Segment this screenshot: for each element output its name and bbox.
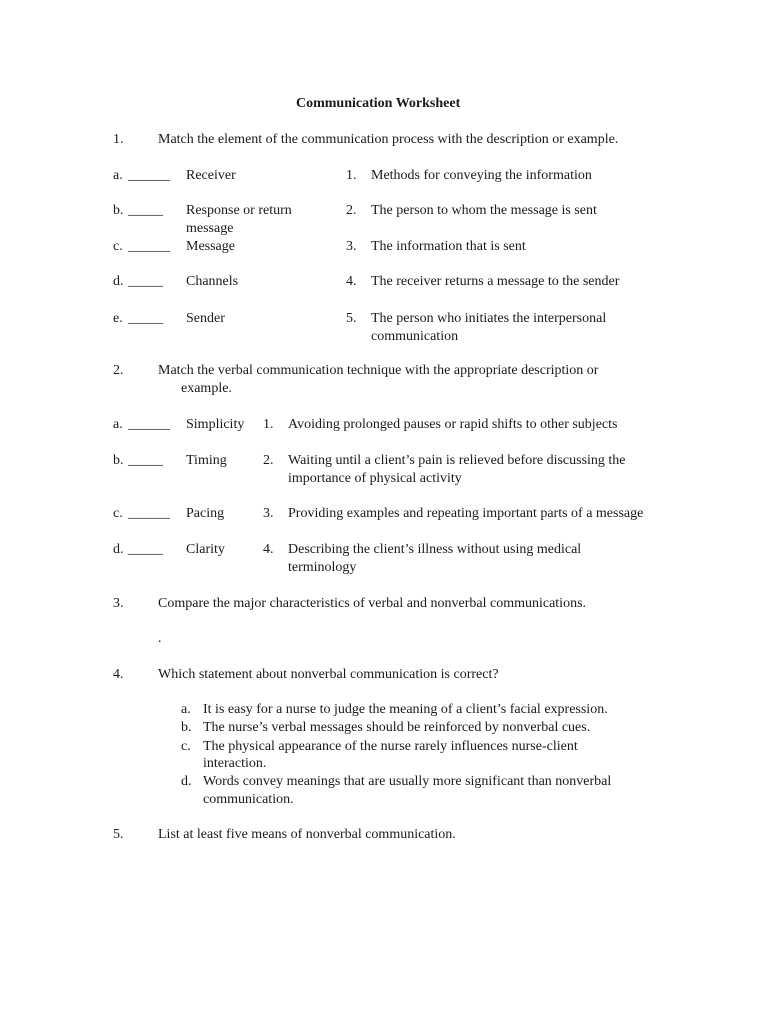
q2-desc-number-3: 3. (263, 506, 274, 521)
q2-desc-1: Avoiding prolonged pauses or rapid shifts to other subjects (288, 417, 618, 432)
q2-term-clarity: Clarity (186, 542, 225, 557)
q2-desc-number-4: 4. (263, 542, 274, 557)
q5-prompt: List at least five means of nonverbal communication. (158, 827, 456, 842)
q4-option-d: Words convey meanings that are usually more significant than nonverbal (203, 774, 612, 789)
q2-blank-c: ______ (128, 506, 170, 521)
q4-option-letter-b: b. (181, 720, 192, 735)
q2-letter-d: d. (113, 542, 124, 557)
q2-desc-2: Waiting until a client’s pain is relieved before discussing the (288, 453, 626, 468)
q2-desc-4-line2: terminology (288, 560, 357, 575)
q2-letter-c: c. (113, 506, 123, 521)
q1-term-receiver: Receiver (186, 168, 236, 183)
q2-letter-a: a. (113, 417, 123, 432)
q5-number: 5. (113, 827, 124, 842)
q1-desc-5: The person who initiates the interpersonal (371, 311, 607, 326)
q1-desc-number-3: 3. (346, 239, 357, 254)
q4-option-c-line2: interaction. (203, 756, 267, 771)
q1-desc-2: The person to whom the message is sent (371, 203, 597, 218)
q2-prompt-line2: example. (181, 381, 232, 396)
q3-number: 3. (113, 596, 124, 611)
q4-option-letter-d: d. (181, 774, 192, 789)
q4-option-letter-a: a. (181, 702, 191, 717)
q1-desc-3: The information that is sent (371, 239, 526, 254)
q2-desc-4: Describing the client’s illness without using medical (288, 542, 582, 557)
q1-term-sender: Sender (186, 311, 225, 326)
q3-stray-mark: . (158, 631, 162, 646)
q1-letter-d: d. (113, 274, 124, 289)
q2-prompt: Match the verbal communication technique with the appropriate description or (158, 363, 599, 378)
q1-desc-5-line2: communication (371, 329, 459, 344)
q1-blank-c: ______ (128, 239, 170, 254)
q2-desc-number-1: 1. (263, 417, 274, 432)
q1-letter-a: a. (113, 168, 123, 183)
q2-desc-2-line2: importance of physical activity (288, 471, 462, 486)
q4-option-letter-c: c. (181, 739, 191, 754)
q2-term-pacing: Pacing (186, 506, 225, 521)
q1-blank-e: _____ (128, 311, 163, 326)
q1-letter-e: e. (113, 311, 123, 326)
q4-option-a: It is easy for a nurse to judge the meaning of a client’s facial expression. (203, 702, 608, 717)
q1-term-channels: Channels (186, 274, 239, 289)
q2-number: 2. (113, 363, 124, 378)
q4-prompt: Which statement about nonverbal communication is correct? (158, 667, 499, 682)
q1-desc-1: Methods for conveying the information (371, 168, 592, 183)
q2-desc-number-2: 2. (263, 453, 274, 468)
q1-term-response-line2: message (186, 221, 234, 236)
q2-desc-3: Providing examples and repeating important parts of a message (288, 506, 644, 521)
q1-blank-d: _____ (128, 274, 163, 289)
q2-term-timing: Timing (186, 453, 227, 468)
q1-number: 1. (113, 132, 124, 147)
q1-prompt: Match the element of the communication process with the description or example. (158, 132, 619, 147)
q2-blank-d: _____ (128, 542, 163, 557)
q4-option-d-line2: communication. (203, 792, 294, 807)
q3-prompt: Compare the major characteristics of verbal and nonverbal communications. (158, 596, 587, 611)
q1-term-response: Response or return (186, 203, 292, 218)
q1-term-message: Message (186, 239, 235, 254)
page-title: Communication Worksheet (296, 96, 461, 111)
q4-option-c: The physical appearance of the nurse rarely influences nurse-client (203, 739, 578, 754)
q1-desc-4: The receiver returns a message to the sender (371, 274, 620, 289)
q2-blank-a: ______ (128, 417, 170, 432)
q2-blank-b: _____ (128, 453, 163, 468)
q2-term-simplicity: Simplicity (186, 417, 245, 432)
q1-letter-c: c. (113, 239, 123, 254)
q2-letter-b: b. (113, 453, 124, 468)
q4-number: 4. (113, 667, 124, 682)
q1-desc-number-4: 4. (346, 274, 357, 289)
q1-desc-number-2: 2. (346, 203, 357, 218)
q1-blank-a: ______ (128, 168, 170, 183)
q1-blank-b: _____ (128, 203, 163, 218)
q1-desc-number-5: 5. (346, 311, 357, 326)
q1-desc-number-1: 1. (346, 168, 357, 183)
q1-letter-b: b. (113, 203, 124, 218)
q4-option-b: The nurse’s verbal messages should be reinforced by nonverbal cues. (203, 720, 591, 735)
